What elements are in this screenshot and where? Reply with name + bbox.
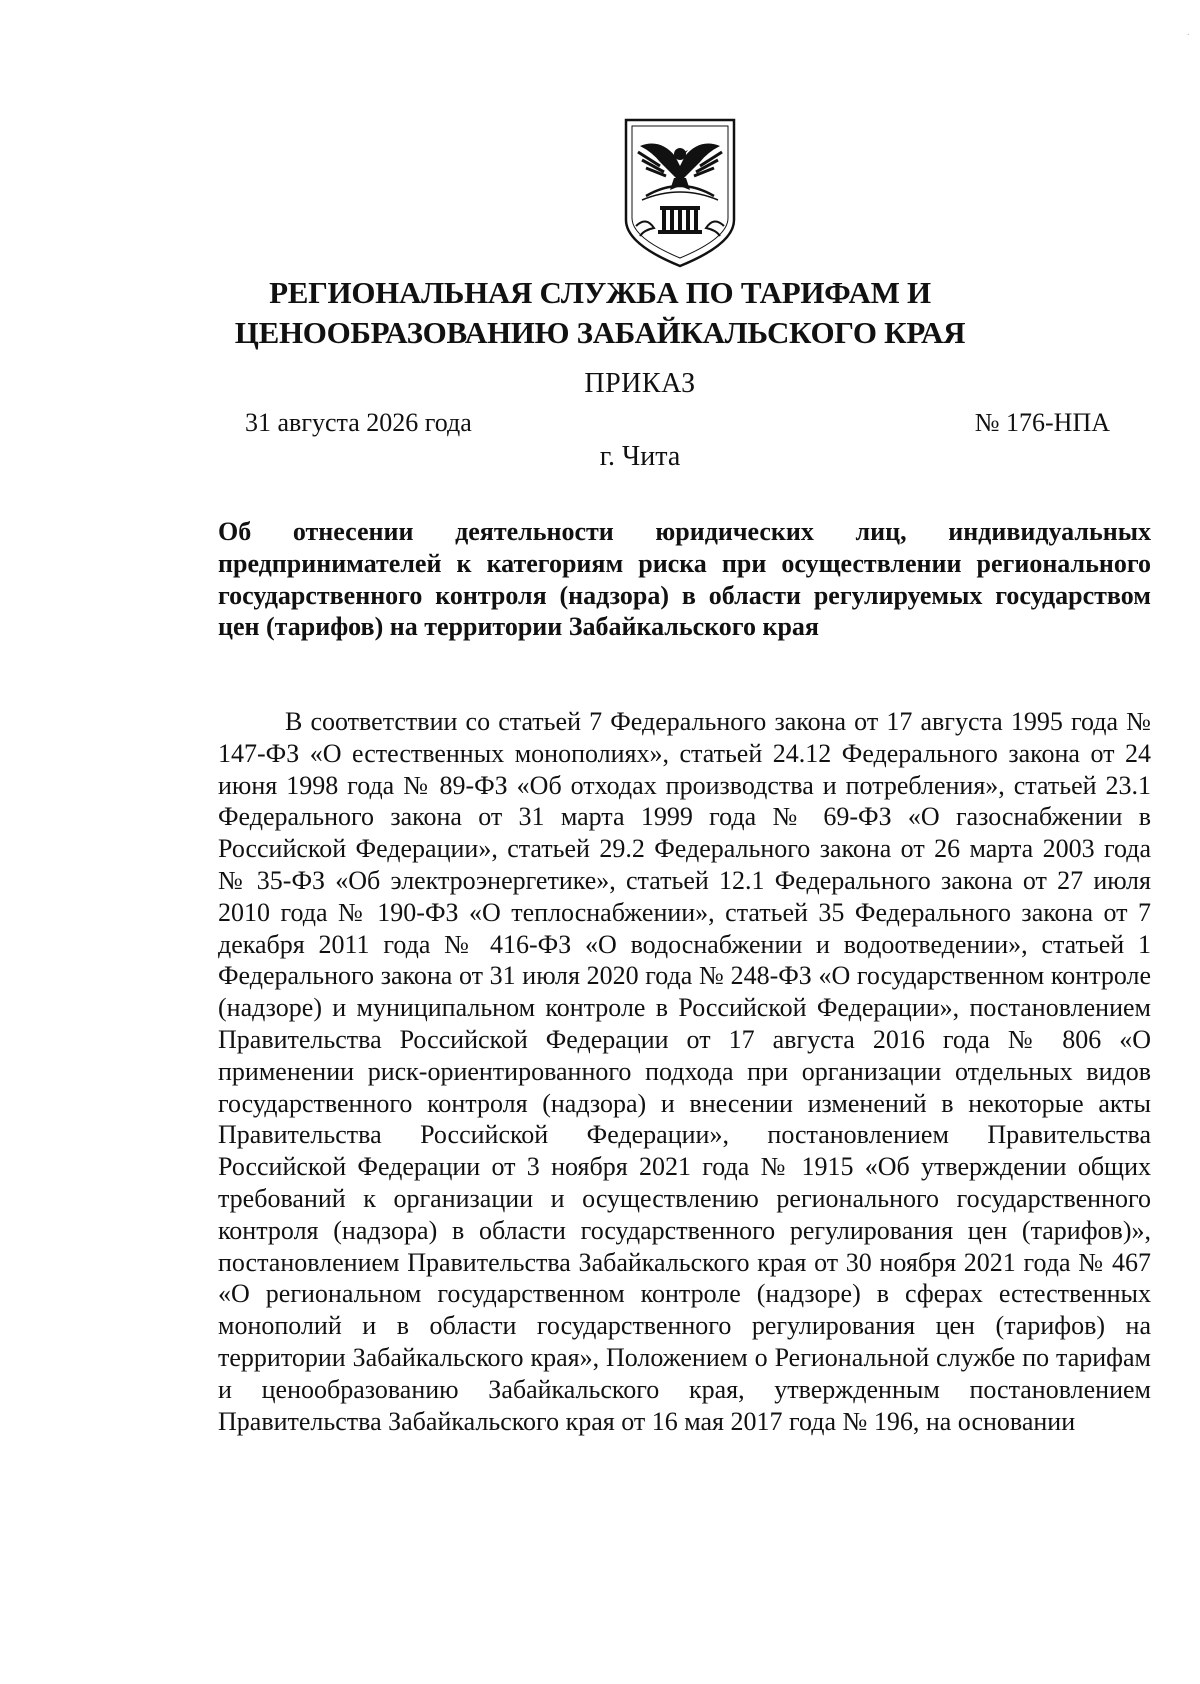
document-subject: Об отнесении деятельности юридических лиц, индивидуальных предпринимателей к категориям риска при осуществлении регионального государственного контроля (надзора) в области регулируемых государством цен (тарифов) на территории Забайкальского края [218, 517, 1151, 642]
document-date: 31 августа 2026 года [245, 408, 472, 437]
scan-artifact: · [1186, 30, 1190, 41]
organization-title [150, 273, 1050, 353]
document-type: ПРИКАЗ [584, 368, 696, 399]
document-city: г. Чита [599, 441, 681, 472]
body-paragraph: В соответствии со статьей 7 Федерального закона от 17 августа 1995 года № 147-ФЗ «О естественных монополиях», статьей 24.12 Федерального закона от 24 июня 1998 года № 89-ФЗ «Об отходах производства и потребления», статьей 23.1 Федерального закона от 31 марта 1999 года № 69-ФЗ «О газоснабжении в Российской Федерации», статьей 29.2 Федерального закона от 26 марта 2003 года № 35-ФЗ «Об электроэнергетике», статьей 12.1 Федерального закона от 27 июля 2010 года № 190-ФЗ «О теплоснабжении», статьей 35 Федерального закона от 7 декабря 2011 года № 416-ФЗ «О водоснабжении и водоотведении», статьей 1 Федерального закона от 31 июля 2020 года № 248-ФЗ «О государственном контроле (надзоре) и муниципальном контроле в Российской Федерации», постановлением Правительства Российской Федерации от 17 августа 2016 года № 806 «О применении риск-ориентированного подхода при организации отдельных видов государственного контроля (надзора) и внесении изменений в некоторые акты Правительства Российской Федерации», постановлением Правительства Российской Федерации от 3 ноября 2021 года № 1915 «Об утверждении общих требований к организации и осуществлению регионального государственного контроля (надзора) в области государственного регулирования цен (тарифов)», постановлением Правительства Забайкальского края от 30 ноября 2021 года № 467 «О региональном государственном контроле (надзоре) в сферах естественных монополий и в области государственного регулирования цен (тарифов) на территории Забайкальского края», Положением о Региональной службе по тарифам и ценообразованию Забайкальского края, утвержденным постановлением Правительства Забайкальского края от 16 мая 2017 года № 196, на основании [218, 707, 1151, 1436]
organization-title-line2: ЦЕНООБРАЗОВАНИЮ ЗАБАЙКАЛЬСКОГО КРАЯ [234, 315, 966, 350]
document-number: № 176-НПА [974, 408, 1110, 437]
organization-title-line1: РЕГИОНАЛЬНАЯ СЛУЖБА ПО ТАРИФАМ И [269, 275, 931, 310]
coat-of-arms-icon [620, 116, 740, 268]
